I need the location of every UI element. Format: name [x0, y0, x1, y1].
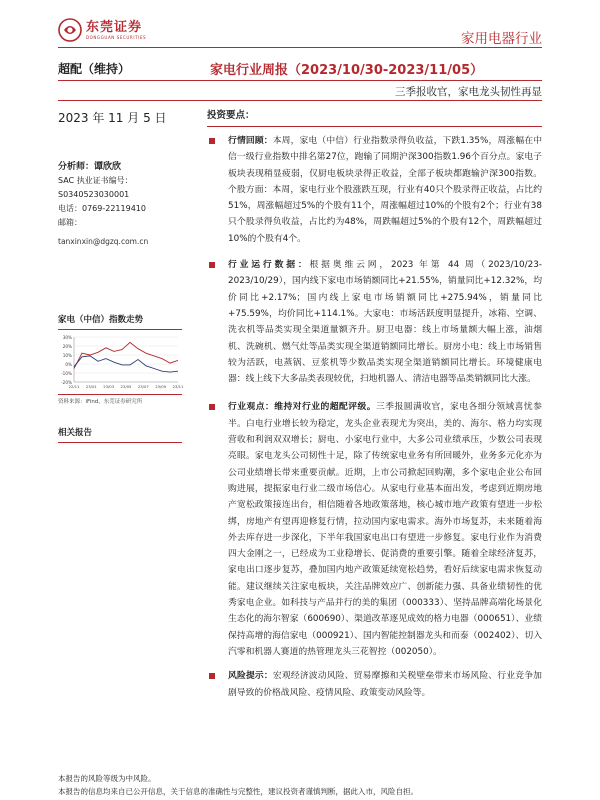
chart-y-tick-label: 20%	[62, 343, 72, 349]
para-body: 宏观经济波动风险、贸易摩擦和关税壁垒带来市场风险、行业竞争加剧导致的价格战风险、疫情风险、政策变动风险等。	[228, 671, 542, 698]
chart-x-tick-label: 23/09	[155, 384, 167, 389]
logo-name-cn: 东莞证券	[86, 19, 143, 35]
para-heading: 行情回顾：	[228, 136, 273, 146]
industry-label: 家用电器行业	[461, 31, 542, 47]
chart-top-rule	[58, 329, 182, 330]
analyst-name: 分析师：谭欣欣	[58, 162, 122, 172]
report-date: 2023 年 11 月 5 日	[58, 111, 167, 125]
analyst-cert-label: SAC 执业证书编号：	[58, 176, 133, 185]
related-rule	[58, 442, 182, 443]
analyst-phone: 电话：0769-22119410	[58, 204, 146, 213]
chart-bottom-rule	[58, 394, 182, 395]
chart-y-tick-label: 0%	[65, 361, 72, 367]
chart-y-tick-label: 30%	[62, 334, 72, 340]
investment-points	[207, 109, 542, 701]
analyst-email-label: 邮箱：	[58, 218, 82, 227]
related-reports-title: 相关报告	[58, 428, 93, 438]
chart-x-tick-label: 23/11	[172, 384, 184, 389]
chart-y-tick-label: 10%	[62, 352, 72, 358]
logo-name-en: DONGGUAN SECURITIES	[86, 34, 147, 40]
chart-x-tick-label: 23/03	[103, 384, 115, 389]
footer-risk-level: 本报告的风险等级为中风险。	[58, 774, 156, 783]
chart-x-tick-label: 22/11	[68, 384, 80, 389]
title-divider	[58, 80, 542, 81]
chart-source: 资料来源：iFind，东莞证券研究所	[58, 399, 143, 405]
footer-disclaimer	[58, 772, 418, 798]
para-body: 根据奥维云网，2023 年第 44 周（2023/10/23-2023/10/29），国内线下家电市场销额同比+21.55%，销量同比+12.32%，均价同比+2.17%；国内线上家电市场销额同比+275.94%，销量同比+75.59%，均价同比+114.1%。大家电：市场活跃度明显提升，冰箱、空调、洗衣机等品类实现全渠道量额齐升。厨卫电器：线上市场量额大幅上涨，油烟机、洗碗机、燃气灶等品类实现全渠道销额同比增长。厨房小电：线上市场销售较为活跃，电蒸锅、豆浆机等少数品类实现全渠道销额同比增长。环境健康电器：线上线下大多品类表现较优，扫地机器人、清洁电器等品类销额同比大涨。	[228, 260, 542, 385]
bullet-square-icon	[209, 404, 215, 410]
industry-data-paragraph	[207, 257, 542, 387]
para-body: 三季报圆满收官，家电各细分领域喜忧参半。白电行业增长较为稳定，龙头企业表现尤为突出，美的、海尔、格力均实现营收和利润双双增长；厨电、小家电行业中，大多公司业绩承压，少数公司表现亮眼。家电龙头公司韧性十足，除了传统家电业务有所回暖外，业务多元化亦为公司业绩增长带来重要贡献。近期，上市公司掀起回购潮，多个家电企业公布回购进展，提振家电行业二级市场信心。从家电行业基本面出发，考虑到近期房地产宽松政策接连出台，相信随着各地政策落地，核心城市地产政策有望进一步松绑，房地产有望再迎修复行情，拉动国内家电需求。海外市场复苏，未来随着海外去库存进一步深化，下半年我国家电出口有望进一步修复。家电行业作为消费四大金刚之一，已经成为工业稳增长、促消费的重要引擎。随着全球经济复苏，家电出口逐步复苏，叠加国内地产政策延续宽松趋势，看好后续家电需求恢复动能。建议继续关注家电板块，关注品牌效应广、创新能力强、具备业绩韧性的优秀家电企业。如科技与产品并行的美的集团（000333）、坚持品牌高端化场景化生态化的海尔智家（600690）、渠道改革逐见成效的格力电器（000651）、业绩保持高增的海信家电（000921）、国内智能控制器龙头和而泰（002402）、切入汽零和机器人赛道的热管理龙头三花智控（002050）。	[228, 402, 542, 657]
rating-label: 超配（维持）	[58, 62, 131, 76]
index-chart-panel	[58, 314, 182, 443]
report-subtitle: 三季报收官，家电龙头韧性再显	[395, 86, 542, 98]
subtitle-divider	[58, 100, 542, 101]
para-body: 本周，家电（中信）行业指数录得负收益，下跌1.35%，周涨幅在中信一级行业指数中排名第27位，跑输了同期沪深300指数1.96个百分点。家电子板块表现稍显疲弱，仅厨电板块录得正收益，全部子板块都跑输沪深300指数。个股方面：本周，家电行业个股涨跌互现，行业有40只个股录得正收益，占比约51%，周涨幅超过5%的个股有11个，周涨幅超过10%的个股有2个；行业有38只个股录得负收益，占比约为48%，周跌幅超过5%的个股有12个，周跌幅超过10%的个股有4个。	[228, 136, 542, 244]
header-divider	[58, 47, 542, 48]
footer-info-note: 本报告的信息均来自已公开信息，关于信息的准确性与完整性，建议投资者谨慎判断，据此入市，风险自担。	[58, 787, 418, 796]
points-title: 投资要点：	[207, 110, 255, 121]
para-heading: 风险提示：	[228, 671, 273, 682]
para-heading: 行业观点：维持对行业的超配评级。	[228, 402, 376, 413]
market-review-paragraph	[207, 133, 542, 247]
para-heading: 行业运行数据：	[228, 260, 310, 271]
analyst-info	[58, 160, 188, 249]
chart-x-tick-label: 23/05	[120, 384, 132, 389]
risk-warning-paragraph	[207, 668, 542, 701]
bullet-square-icon	[209, 673, 215, 679]
index-trend-chart	[58, 334, 182, 392]
chart-title: 家电（中信）指数走势	[58, 315, 144, 325]
bullet-square-icon	[209, 138, 215, 144]
chart-y-tick-label: -10%	[61, 370, 72, 376]
bullet-square-icon	[209, 262, 215, 268]
points-rule	[207, 126, 542, 127]
industry-view-paragraph	[207, 399, 542, 660]
logo-mark-icon	[58, 18, 82, 42]
chart-x-tick-label: 23/07	[137, 384, 149, 389]
analyst-cert-number: S0340523030001	[58, 190, 130, 199]
report-title: 家电行业周报（2023/10/30-2023/11/05）	[210, 63, 484, 78]
chart-y-tick-label: -20%	[61, 379, 72, 385]
chart-x-tick-label: 23/01	[85, 384, 97, 389]
analyst-email[interactable]: tanxinxin@dgzq.com.cn	[58, 237, 149, 246]
company-logo	[58, 18, 146, 42]
